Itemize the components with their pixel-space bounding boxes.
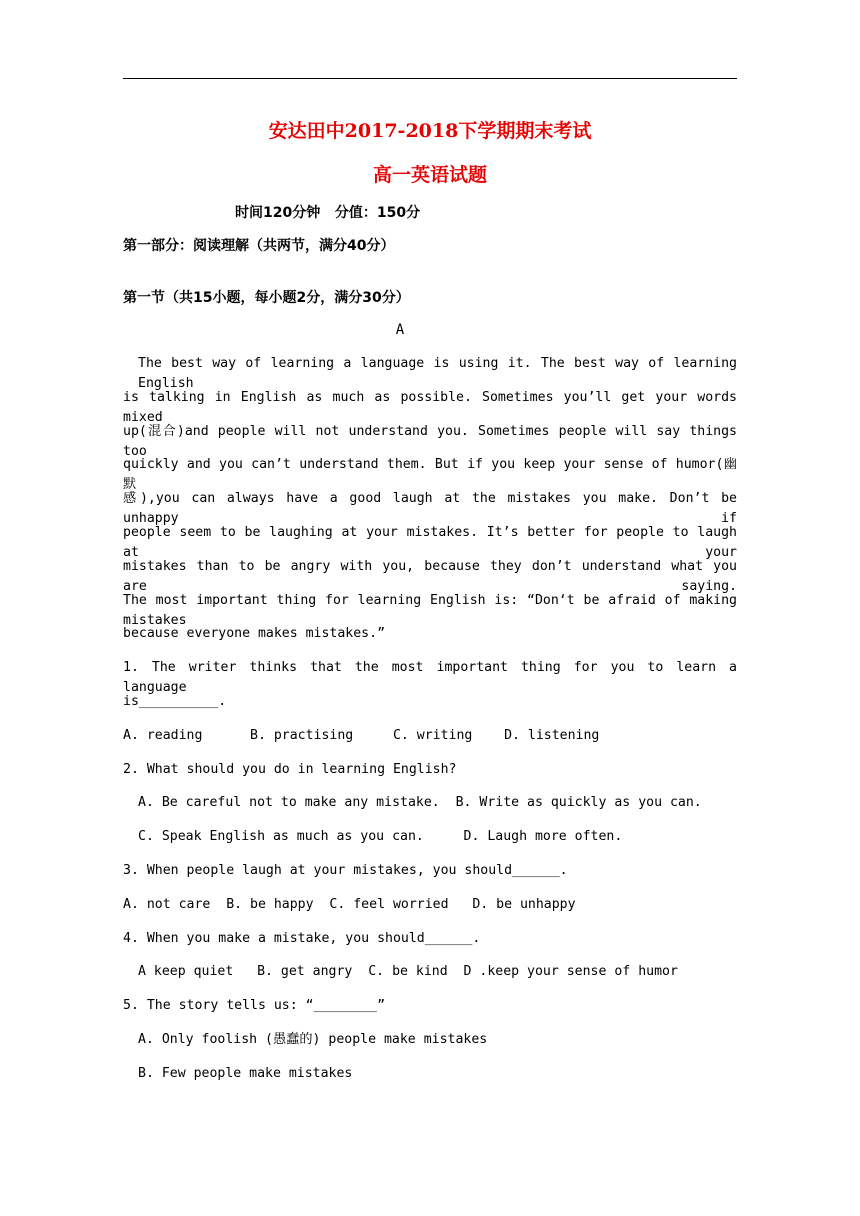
exam-meta: 时间120分钟 分值：150分 <box>235 205 421 221</box>
exam-title: 安达田中2017-2018下学期期末考试 <box>268 120 592 142</box>
exam-subtitle: 高一英语试题 <box>372 164 487 186</box>
question-2-options: A. Be careful not to make any mistake. B. Write as quickly as you can. <box>138 795 702 810</box>
question-3: 3. When people laugh at your mistakes, you should______. <box>123 863 568 878</box>
question-3-options: A. not care B. be happy C. feel worried D. be unhappy <box>123 897 576 912</box>
passage-line: because everyone makes mistakes.” <box>123 626 386 641</box>
question-1-cont: is__________. <box>123 694 227 709</box>
question-4-options: A keep quiet B. get angry C. be kind D .keep your sense of humor <box>138 964 678 979</box>
section-heading: 第一节（共15小题，每小题2分，满分30分） <box>123 290 410 306</box>
question-2: 2. What should you do in learning English? <box>123 762 457 777</box>
passage-line: mistakes than to be angry with you, because they don’t understand what you are saying. <box>123 559 737 594</box>
passage-label: A <box>395 322 405 338</box>
passage-line: quickly and you can’t understand them. But if you keep your sense of humor(幽默 <box>123 457 737 492</box>
question-1-options: A. reading B. practising C. writing D. listening <box>123 728 600 743</box>
passage-line: The most important thing for learning English is: “Don‘t be afraid of making mistakes <box>123 593 737 628</box>
header-rule <box>123 78 737 79</box>
question-1: 1. The writer thinks that the most important thing for you to learn a language <box>123 660 737 695</box>
question-2-options: C. Speak English as much as you can. D. Laugh more often. <box>138 829 623 844</box>
passage-line: up(混合)and people will not understand you. Sometimes people will say things too <box>123 424 737 459</box>
question-4: 4. When you make a mistake, you should______. <box>123 931 481 946</box>
question-5-option-a: A. Only foolish (愚蠢的) people make mistakes <box>138 1032 488 1047</box>
question-5: 5. The story tells us: “________” <box>123 998 386 1013</box>
passage-line: The best way of learning a language is using it. The best way of learning English <box>138 356 737 391</box>
part-heading: 第一部分：阅读理解（共两节，满分40分） <box>123 238 395 254</box>
passage-line: 感),you can always have a good laugh at the mistakes you make. Don’t be unhappy if <box>123 491 737 526</box>
passage-line: people seem to be laughing at your mistakes. It’s better for people to laugh at your <box>123 525 737 560</box>
passage-line: is talking in English as much as possible. Sometimes you’ll get your words mixed <box>123 390 737 425</box>
question-5-option-b: B. Few people make mistakes <box>138 1066 353 1081</box>
